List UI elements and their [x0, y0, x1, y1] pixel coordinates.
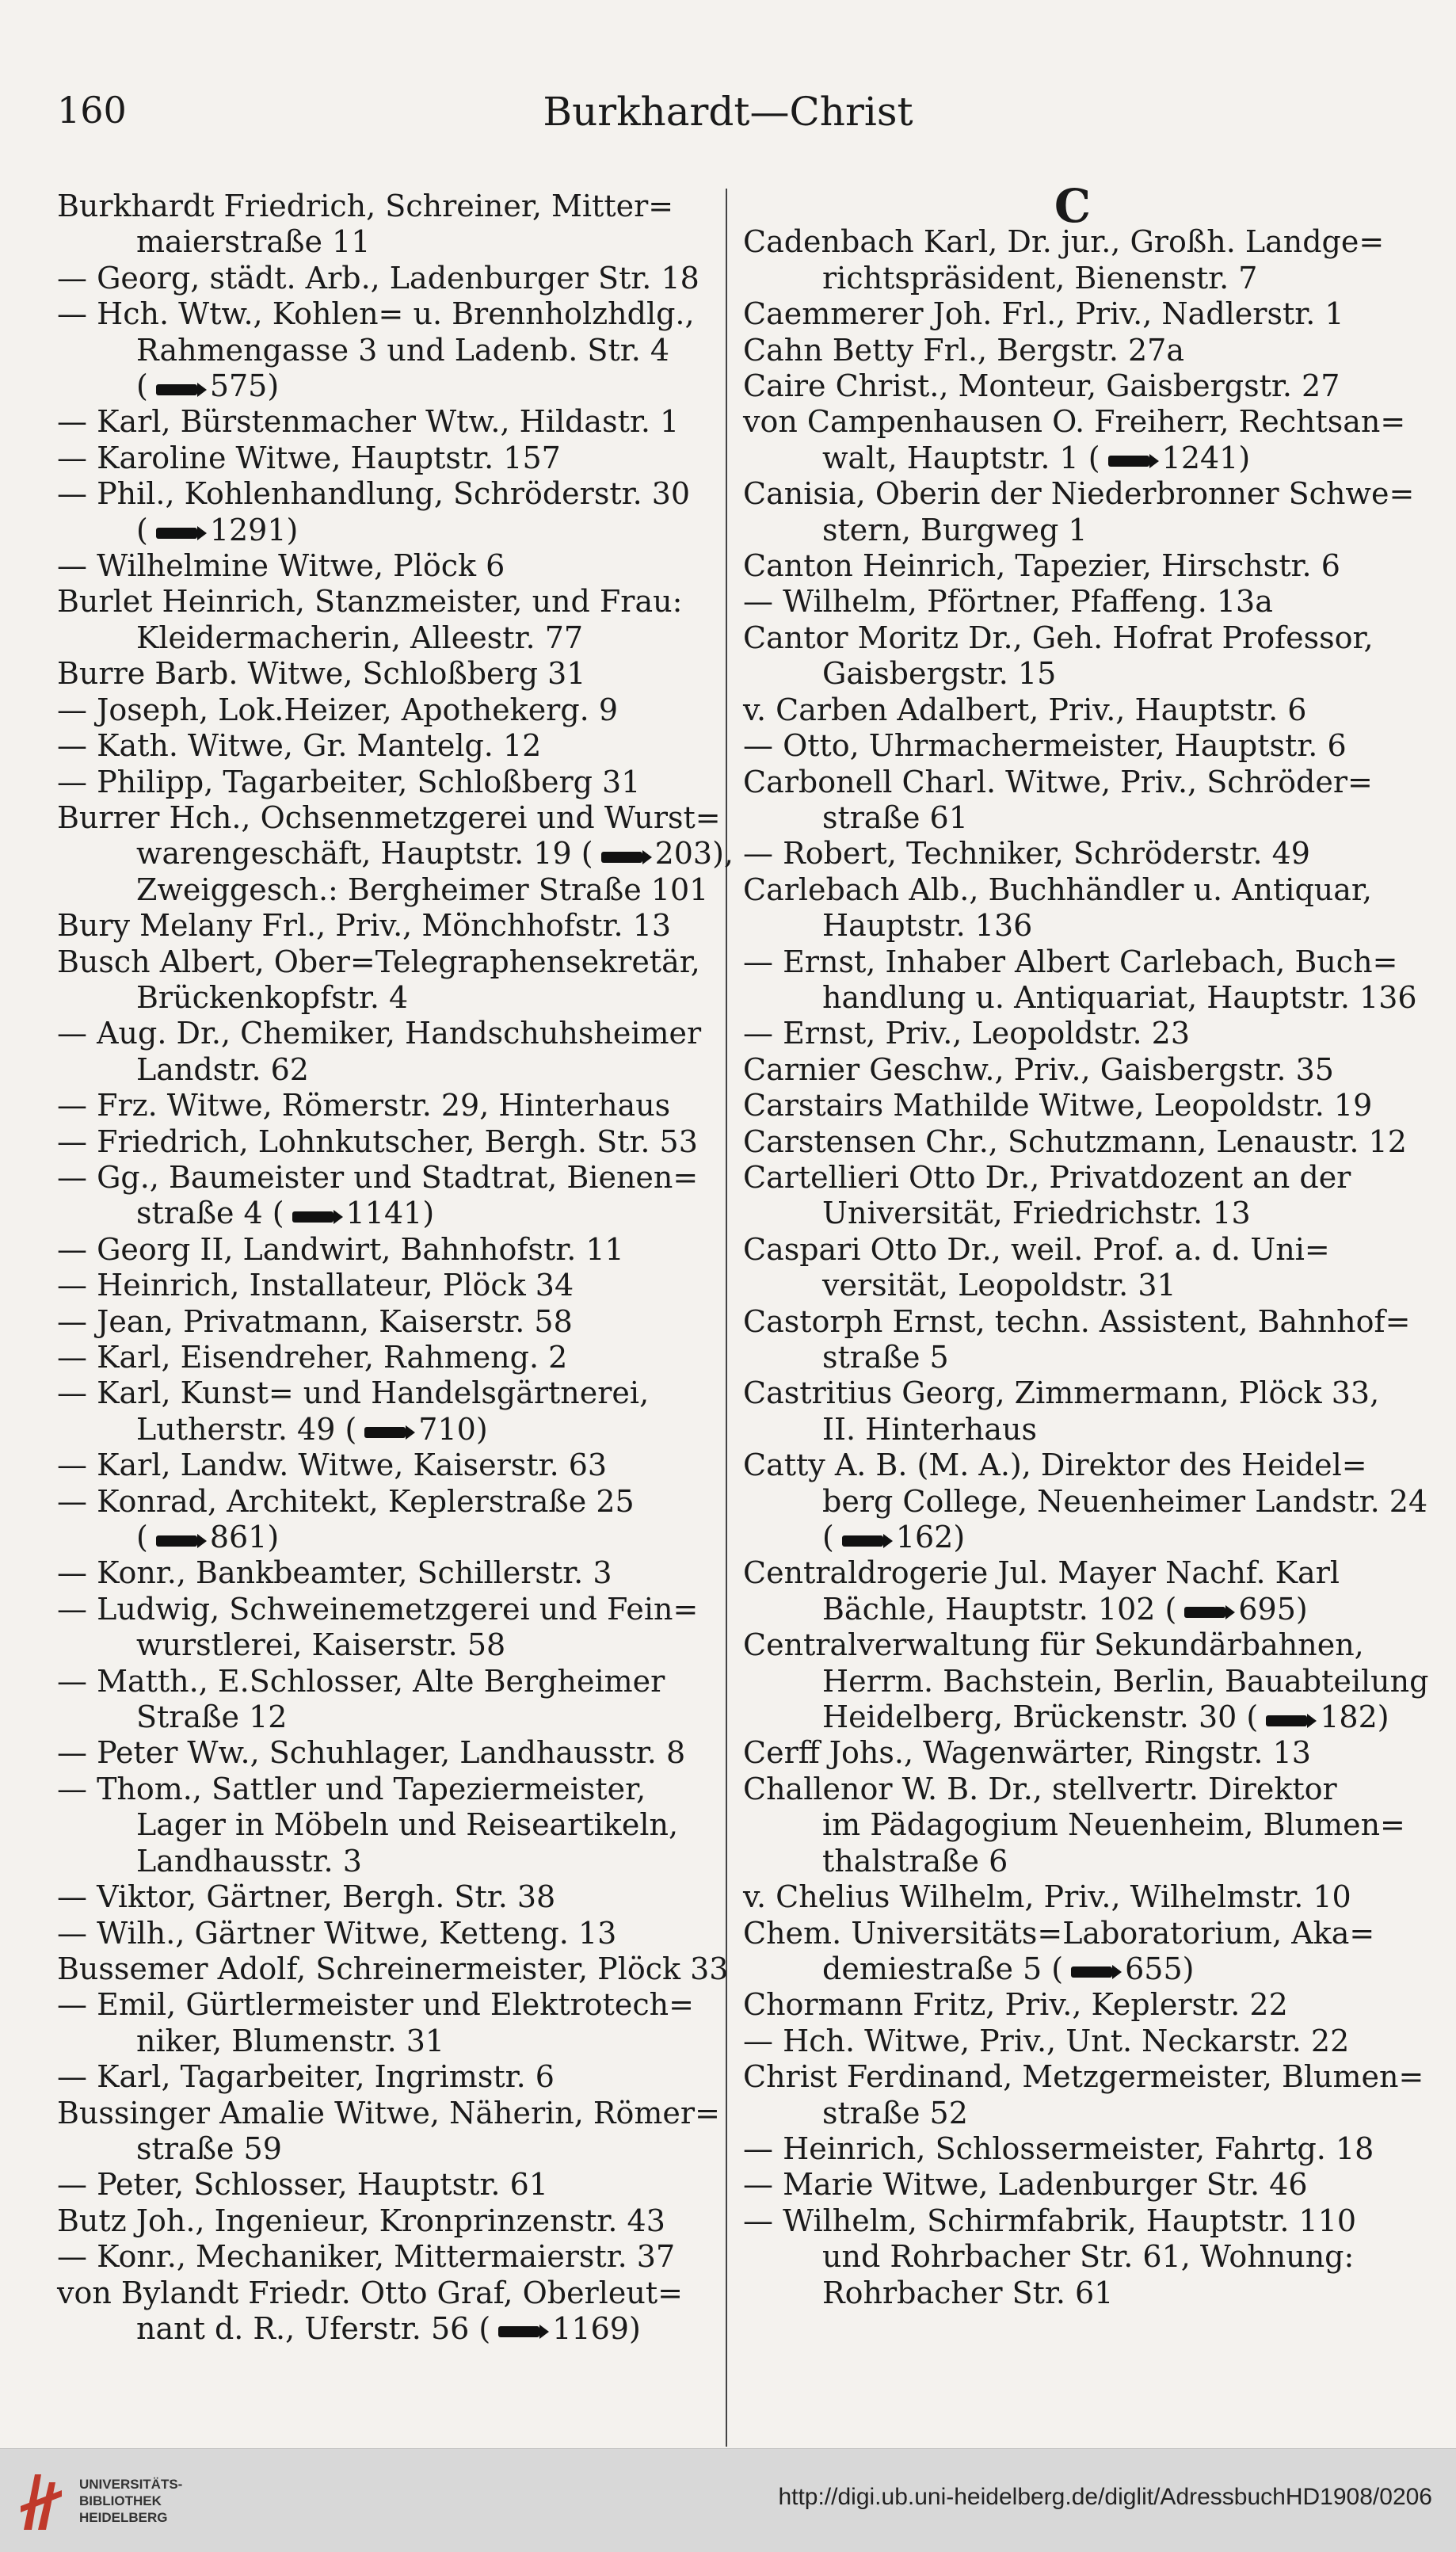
telephone-icon — [1103, 452, 1159, 469]
entry-text: im Pädagogium Neuenheim, Blumen= — [822, 1807, 1405, 1843]
section-letter: C — [1054, 179, 1092, 233]
entry-text: — Thom., Sattler und Tapeziermeister, — [57, 1771, 646, 1806]
entry-line — [57, 1375, 715, 1411]
entry-line — [743, 548, 1402, 584]
entry-text: Butz Joh., Ingenieur, Kronprinzenstr. 43 — [57, 2203, 665, 2238]
entry-line — [743, 224, 1402, 260]
entry-line — [57, 765, 715, 800]
entry-text: Canisia, Oberin der Niederbronner Schwe= — [743, 476, 1415, 512]
telephone-icon — [1261, 1711, 1317, 1729]
entry-text: — Phil., Kohlenhandlung, Schröderstr. 30 — [57, 476, 691, 512]
entry-continuation-line — [743, 2096, 1402, 2131]
entry-line — [743, 1160, 1402, 1196]
entry-text: — Heinrich, Schlossermeister, Fahrtg. 18 — [743, 2130, 1374, 2166]
entry-text: Bury Melany Frl., Priv., Mönchhofstr. 13 — [57, 908, 672, 944]
entry-text: handlung u. Antiquariat, Hauptstr. 136 — [822, 979, 1417, 1015]
entry-text: ( — [136, 368, 148, 404]
entry-text: Caire Christ., Monteur, Gaisbergstr. 27 — [743, 368, 1340, 404]
entry-text: — Karl, Kunst= und Handelsgärtnerei, — [57, 1375, 650, 1411]
telephone-number: 710 — [418, 1411, 476, 1447]
entry-text: — Georg II, Landwirt, Bahnhofstr. 11 — [57, 1231, 624, 1267]
entry-continuation-line — [57, 836, 734, 872]
entry-text: Carbonell Charl. Witwe, Priv., Schröder= — [743, 764, 1373, 799]
entry-text: — Matth., E.Schlosser, Alte Bergheimer — [57, 1663, 665, 1699]
library-name — [79, 2476, 182, 2526]
entry-line — [57, 1664, 715, 1699]
entry-text: — Emil, Gürtlermeister und Elektrotech= — [57, 1987, 694, 2023]
library-name-line: HEIDELBERG — [79, 2510, 168, 2525]
entry-continuation-line — [743, 1412, 1402, 1448]
entry-continuation-line — [57, 1412, 715, 1448]
entry-text: versität, Leopoldstr. 31 — [822, 1268, 1176, 1303]
telephone-number: 695 — [1238, 1591, 1296, 1627]
entry-line — [743, 1555, 1402, 1591]
entry-text: Rahmengasse 3 und Ladenb. Str. 4 — [136, 332, 670, 368]
entry-line — [743, 1123, 1407, 1160]
entry-line — [57, 799, 721, 836]
entry-text: ( — [822, 1520, 834, 1555]
entry-continuation-line — [57, 1052, 715, 1088]
entry-line — [743, 1052, 1402, 1088]
running-head: Burkhardt—Christ — [543, 89, 913, 135]
entry-text: Chem. Universitäts=Laboratorium, Aka= — [743, 1915, 1375, 1951]
entry-continuation-line — [743, 1663, 1429, 1699]
entry-continuation-line — [743, 2239, 1402, 2275]
entry-text: — Ernst, Inhaber Albert Carlebach, Buch= — [743, 944, 1398, 979]
entry-text: — Karoline Witwe, Hauptstr. 157 — [57, 440, 561, 475]
entry-text: — Aug. Dr., Chemiker, Handschuhsheimer — [57, 1016, 702, 1051]
entry-text: Lager in Möbeln und Reiseartikeln, — [136, 1807, 679, 1843]
entry-line — [743, 584, 1402, 620]
entry-continuation-line — [57, 1844, 715, 1879]
entry-text: v. Chelius Wilhelm, Priv., Wilhelmstr. 10 — [743, 1879, 1351, 1915]
entry-line — [743, 765, 1402, 800]
entry-continuation-line — [743, 979, 1417, 1016]
entry-text: berg College, Neuenheimer Landstr. 24 — [822, 1483, 1428, 1519]
entry-line — [57, 1592, 715, 1627]
entry-line — [57, 2059, 715, 2095]
entry-text: demiestraße 5 ( — [822, 1951, 1064, 1986]
entry-line — [743, 1987, 1402, 2023]
entry-text-suffix: ) — [267, 368, 280, 404]
entry-text: Landhausstr. 3 — [136, 1843, 362, 1879]
entry-line — [743, 2203, 1402, 2239]
entry-text: Cantor Moritz Dr., Geh. Hofrat Professor, — [743, 620, 1374, 655]
entry-text: — Joseph, Lok.Heizer, Apothekerg. 9 — [57, 692, 619, 727]
entry-text: stern, Burgweg 1 — [822, 512, 1088, 547]
entry-text: Universität, Friedrichstr. 13 — [822, 1196, 1251, 1231]
entry-text: — Kath. Witwe, Gr. Mantelg. 12 — [57, 728, 542, 764]
entry-line — [743, 1735, 1402, 1771]
entry-text: Bächle, Hauptstr. 102 ( — [822, 1591, 1177, 1627]
entry-line — [743, 1375, 1402, 1411]
entry-text: niker, Blumenstr. 31 — [136, 2023, 445, 2058]
entry-line — [57, 1987, 715, 2023]
page-number: 160 — [57, 89, 127, 132]
library-name-line: UNIVERSITÄTS- — [79, 2477, 183, 2492]
entry-text: — Konrad, Architekt, Keplerstraße 25 — [57, 1483, 635, 1519]
entry-line — [57, 692, 715, 728]
entry-text: Carstensen Chr., Schutzmann, Lenaustr. 12 — [743, 1123, 1407, 1159]
entry-continuation-line — [57, 1807, 715, 1843]
entry-text: nant d. R., Uferstr. 56 ( — [136, 2310, 491, 2346]
entry-line — [57, 189, 715, 224]
entry-text: — Karl, Eisendreher, Rahmeng. 2 — [57, 1340, 568, 1375]
entry-continuation-line — [743, 1340, 1402, 1375]
entry-text: — Peter Ww., Schuhlager, Landhausstr. 8 — [57, 1735, 686, 1771]
entry-text: Cartellieri Otto Dr., Privatdozent an der — [743, 1159, 1351, 1195]
entry-text: — Hch. Witwe, Priv., Unt. Neckarstr. 22 — [743, 2023, 1350, 2058]
entry-text: Christ Ferdinand, Metzgermeister, Blumen= — [743, 2059, 1424, 2095]
entry-line — [57, 1484, 715, 1520]
entry-text: — Marie Witwe, Ladenburger Str. 46 — [743, 2167, 1308, 2203]
entry-line — [743, 1303, 1411, 1340]
entry-text: warengeschäft, Hauptstr. 19 ( — [136, 836, 593, 872]
entry-continuation-line — [57, 980, 715, 1016]
entry-text: Hauptstr. 136 — [822, 908, 1033, 944]
entry-line — [743, 836, 1402, 872]
entry-line — [57, 2239, 715, 2275]
entry-line — [57, 261, 715, 296]
entry-text: straße 59 — [136, 2130, 282, 2166]
entry-text: wurstlerei, Kaiserstr. 58 — [136, 1627, 506, 1663]
entry-continuation-line — [57, 2024, 715, 2059]
entry-text: — Wilhelm, Schirmfabrik, Hauptstr. 110 — [743, 2203, 1357, 2238]
entry-line — [743, 296, 1402, 332]
entry-text: — Wilhelm, Pförtner, Pfaffeng. 13a — [743, 584, 1273, 620]
right-column — [743, 179, 1429, 2311]
entry-continuation-line — [57, 368, 715, 404]
entry-line — [743, 404, 1406, 440]
entry-text: — Georg, städt. Arb., Ladenburger Str. 18 — [57, 260, 699, 296]
entry-text: — Gg., Baumeister und Stadtrat, Bienen= — [57, 1159, 699, 1195]
entry-text: Challenor W. B. Dr., stellvertr. Direktor — [743, 1771, 1337, 1806]
entry-line — [743, 1916, 1402, 1951]
entry-line — [743, 1627, 1402, 1663]
telephone-icon — [360, 1423, 415, 1440]
telephone-number: 162 — [895, 1520, 954, 1555]
entry-line — [57, 944, 715, 980]
entry-line — [743, 333, 1402, 368]
entry-text: Burkhardt Friedrich, Schreiner, Mitter= — [57, 189, 674, 223]
entry-text: Busch Albert, Ober=Telegraphensekretär, — [57, 944, 700, 979]
entry-continuation-line — [743, 1807, 1405, 1843]
entry-line — [57, 1879, 715, 1915]
telephone-icon — [288, 1207, 343, 1225]
entry-line — [57, 1160, 715, 1196]
entry-text: Burre Barb. Witwe, Schloßberg 31 — [57, 656, 586, 692]
entry-text: Cadenbach Karl, Dr. jur., Großh. Landge= — [743, 224, 1385, 260]
entry-continuation-line — [743, 908, 1402, 944]
entry-text: straße 4 ( — [136, 1196, 284, 1231]
entry-text-suffix: ) — [1182, 1951, 1195, 1986]
entry-line — [743, 1016, 1402, 1051]
entry-line — [57, 404, 715, 440]
entry-line — [743, 872, 1402, 908]
entry-text: Centraldrogerie Jul. Mayer Nachf. Karl — [743, 1555, 1340, 1591]
telephone-number: 1141 — [345, 1196, 423, 1231]
entry-continuation-line — [743, 656, 1402, 692]
entry-line — [57, 2275, 715, 2311]
entry-line — [57, 1340, 715, 1375]
telephone-number: 655 — [1125, 1951, 1183, 1986]
entry-text: Castritius Georg, Zimmermann, Plöck 33, — [743, 1375, 1380, 1411]
entry-text: — Heinrich, Installateur, Plöck 34 — [57, 1268, 574, 1303]
left-column — [57, 189, 734, 2347]
telephone-number: 182 — [1320, 1699, 1378, 1735]
entry-line — [57, 1232, 715, 1268]
entry-text: — Jean, Privatmann, Kaiserstr. 58 — [57, 1303, 573, 1339]
entry-line — [743, 1879, 1402, 1915]
entry-line — [57, 1088, 715, 1123]
entry-line — [743, 2059, 1424, 2095]
entry-line — [57, 908, 715, 944]
entry-text: — Friedrich, Lohnkutscher, Bergh. Str. 53 — [57, 1123, 698, 1159]
entry-line — [57, 476, 715, 512]
entry-continuation-line — [57, 872, 715, 908]
entry-text: Bussemer Adolf, Schreinermeister, Plöck 33 — [57, 1951, 729, 1986]
entry-continuation-line — [57, 1699, 715, 1735]
library-name-line: BIBLIOTHEK — [79, 2493, 162, 2508]
heidelberg-library-logo-icon — [17, 2466, 65, 2535]
entry-text: ( — [136, 1520, 148, 1555]
telephone-icon — [151, 380, 207, 398]
entry-text: straße 61 — [822, 799, 968, 835]
entry-text: von Bylandt Friedr. Otto Graf, Oberleut= — [57, 2275, 683, 2310]
entry-text: Caemmerer Joh. Frl., Priv., Nadlerstr. 1 — [743, 296, 1344, 332]
entry-text: walt, Hauptstr. 1 ( — [822, 440, 1100, 475]
entry-text-suffix: ) — [475, 1411, 488, 1447]
telephone-number: 1169 — [552, 2310, 629, 2346]
entry-line — [57, 2203, 715, 2239]
entry-text: ( — [136, 512, 148, 547]
entry-text: Burrer Hch., Ochsenmetzgerei und Wurst= — [57, 799, 721, 835]
entry-line — [743, 2131, 1402, 2167]
entry-line — [57, 1448, 715, 1483]
entry-text: und Rohrbacher Str. 61, Wohnung: — [822, 2239, 1355, 2275]
entry-text: Kleidermacherin, Alleestr. 77 — [136, 620, 584, 655]
entry-continuation-line — [57, 620, 715, 656]
entry-text: v. Carben Adalbert, Priv., Hauptstr. 6 — [743, 692, 1307, 727]
entry-text: — Konr., Mechaniker, Mittermaierstr. 37 — [57, 2239, 676, 2275]
entry-text: Lutherstr. 49 ( — [136, 1411, 357, 1447]
entry-line — [57, 296, 715, 332]
entry-line — [743, 1448, 1402, 1483]
telephone-icon — [151, 1532, 207, 1549]
entry-line — [57, 1916, 715, 1951]
entry-continuation-line — [743, 2275, 1402, 2311]
entry-continuation-line — [743, 1699, 1402, 1735]
entry-line — [743, 476, 1415, 512]
entry-continuation-line — [57, 1627, 715, 1663]
entry-continuation-line — [743, 1951, 1402, 1987]
entry-line — [57, 1016, 715, 1051]
telephone-number: 575 — [209, 368, 268, 404]
entry-line — [743, 620, 1402, 656]
entry-text: — Wilh., Gärtner Witwe, Ketteng. 13 — [57, 1915, 617, 1951]
telephone-number: 1291 — [209, 512, 287, 547]
entry-continuation-line — [57, 2311, 715, 2347]
entry-text: Straße 12 — [136, 1699, 288, 1735]
entry-text: richtspräsident, Bienenstr. 7 — [822, 260, 1258, 296]
entry-continuation-line — [57, 224, 715, 260]
entry-line — [743, 1232, 1402, 1268]
source-url-link[interactable]: http://digi.ub.uni-heidelberg.de/diglit/AdressbuchHD1908/0206 — [778, 2484, 1432, 2510]
entry-text: — Wilhelmine Witwe, Plöck 6 — [57, 548, 505, 584]
entry-text: Bussinger Amalie Witwe, Näherin, Römer= — [57, 2095, 720, 2130]
telephone-number: 1241 — [1161, 440, 1239, 475]
telephone-icon — [1180, 1603, 1235, 1620]
entry-continuation-line — [743, 1592, 1402, 1627]
entry-text: von Campenhausen O. Freiherr, Rechtsan= — [743, 404, 1406, 440]
entry-line — [57, 441, 715, 476]
entry-text-suffix: ) — [628, 2310, 641, 2346]
entry-line — [743, 944, 1402, 980]
entry-continuation-line — [743, 1268, 1402, 1303]
entry-continuation-line — [743, 441, 1402, 476]
entry-text: II. Hinterhaus — [822, 1411, 1037, 1447]
entry-text: Landstr. 62 — [136, 1051, 309, 1087]
telephone-icon — [151, 524, 207, 541]
entry-text: straße 52 — [822, 2095, 968, 2130]
entry-text-suffix: ), — [712, 836, 734, 872]
entry-continuation-line — [743, 1844, 1402, 1879]
entry-text: Cerff Johs., Wagenwärter, Ringstr. 13 — [743, 1735, 1311, 1771]
entry-text: — Karl, Bürstenmacher Wtw., Hildastr. 1 — [57, 404, 680, 440]
entry-line — [743, 728, 1402, 764]
entry-text: — Viktor, Gärtner, Bergh. Str. 38 — [57, 1879, 556, 1915]
entry-text: Castorph Ernst, techn. Assistent, Bahnhof= — [743, 1303, 1411, 1339]
entry-continuation-line — [743, 800, 1402, 836]
entry-text-suffix: ) — [1295, 1591, 1308, 1627]
entry-text: Zweiggesch.: Bergheimer Straße 101 — [136, 872, 709, 907]
entry-line — [743, 1772, 1402, 1807]
entry-line — [57, 1555, 715, 1591]
entry-text: Gaisbergstr. 15 — [822, 656, 1057, 692]
entry-text-suffix: ) — [1238, 440, 1251, 475]
entry-text: Caspari Otto Dr., weil. Prof. a. d. Uni= — [743, 1231, 1330, 1267]
entry-continuation-line — [57, 333, 715, 368]
entry-text: — Ludwig, Schweinemetzgerei und Fein= — [57, 1591, 699, 1627]
entry-continuation-line — [57, 513, 715, 548]
entry-text: Carlebach Alb., Buchhändler u. Antiquar, — [743, 872, 1372, 907]
entry-text: Brückenkopfstr. 4 — [136, 979, 409, 1015]
entry-line — [57, 1304, 715, 1340]
entry-line — [57, 548, 715, 584]
entry-text-suffix: ) — [422, 1196, 435, 1231]
entry-text: — Konr., Bankbeamter, Schillerstr. 3 — [57, 1555, 612, 1591]
entry-continuation-line — [743, 1483, 1428, 1520]
entry-continuation-line — [57, 1520, 715, 1555]
entry-text: — Ernst, Priv., Leopoldstr. 23 — [743, 1016, 1191, 1051]
entry-line — [743, 1088, 1402, 1123]
entry-line — [57, 656, 715, 692]
entry-text: — Otto, Uhrmachermeister, Hauptstr. 6 — [743, 728, 1347, 764]
column-rule — [726, 189, 727, 2447]
entry-line — [57, 2095, 720, 2131]
entry-text: straße 5 — [822, 1340, 949, 1375]
entry-line — [743, 368, 1402, 404]
entry-text: — Karl, Tagarbeiter, Ingrimstr. 6 — [57, 2059, 555, 2095]
entry-text: Carnier Geschw., Priv., Gaisbergstr. 35 — [743, 1051, 1334, 1087]
entry-continuation-line — [57, 1196, 715, 1231]
telephone-icon — [837, 1532, 893, 1549]
entry-text: maierstraße 11 — [136, 224, 371, 260]
entry-text: Catty A. B. (M. A.), Direktor des Heidel= — [743, 1448, 1367, 1483]
entry-line — [57, 1735, 715, 1771]
entry-text: Cahn Betty Frl., Bergstr. 27a — [743, 332, 1185, 368]
telephone-icon — [597, 848, 652, 865]
entry-line — [57, 728, 715, 764]
entry-text-suffix: ) — [286, 512, 299, 547]
entry-text: Burlet Heinrich, Stanzmeister, und Frau: — [57, 584, 683, 620]
entry-text: — Karl, Landw. Witwe, Kaiserstr. 63 — [57, 1448, 608, 1483]
entry-line — [57, 584, 715, 620]
entry-line — [57, 1124, 715, 1160]
entry-text: Centralverwaltung für Sekundärbahnen, — [743, 1627, 1364, 1663]
entry-continuation-line — [743, 513, 1402, 548]
entry-continuation-line — [743, 1520, 1402, 1555]
entry-text: — Hch. Wtw., Kohlen= u. Brennholzhdlg., — [57, 296, 695, 332]
entry-line — [743, 2024, 1402, 2059]
entry-line — [57, 1951, 729, 1987]
entry-line — [57, 1268, 715, 1303]
entry-continuation-line — [57, 2131, 715, 2167]
telephone-icon — [1066, 1963, 1122, 1980]
entry-text-suffix: ) — [1377, 1699, 1389, 1735]
entry-text: — Robert, Techniker, Schröderstr. 49 — [743, 836, 1310, 872]
entry-text: Herrm. Bachstein, Berlin, Bauabteilung — [822, 1663, 1429, 1699]
entry-line — [743, 2167, 1402, 2203]
telephone-number: 861 — [209, 1520, 268, 1555]
entry-line — [743, 692, 1402, 728]
entry-text: — Philipp, Tagarbeiter, Schloßberg 31 — [57, 764, 641, 799]
entry-text-suffix: ) — [953, 1520, 966, 1555]
telephone-icon — [494, 2322, 549, 2340]
footer-bar — [0, 2448, 1456, 2552]
entry-continuation-line — [743, 261, 1402, 296]
entry-text: Canton Heinrich, Tapezier, Hirschstr. 6 — [743, 548, 1340, 584]
entry-text: — Frz. Witwe, Römerstr. 29, Hinterhaus — [57, 1088, 671, 1123]
entry-text: Rohrbacher Str. 61 — [822, 2275, 1114, 2310]
telephone-number: 203 — [654, 836, 713, 872]
entry-text-suffix: ) — [267, 1520, 280, 1555]
entry-text: — Peter, Schlosser, Hauptstr. 61 — [57, 2167, 548, 2203]
entry-text: Heidelberg, Brückenstr. 30 ( — [822, 1699, 1259, 1735]
entry-text: Carstairs Mathilde Witwe, Leopoldstr. 19 — [743, 1088, 1373, 1123]
entry-line — [57, 2167, 715, 2203]
entry-text: thalstraße 6 — [822, 1843, 1008, 1879]
entry-text: Chormann Fritz, Priv., Keplerstr. 22 — [743, 1987, 1288, 2023]
entry-continuation-line — [743, 1196, 1402, 1231]
entry-line — [57, 1772, 715, 1807]
